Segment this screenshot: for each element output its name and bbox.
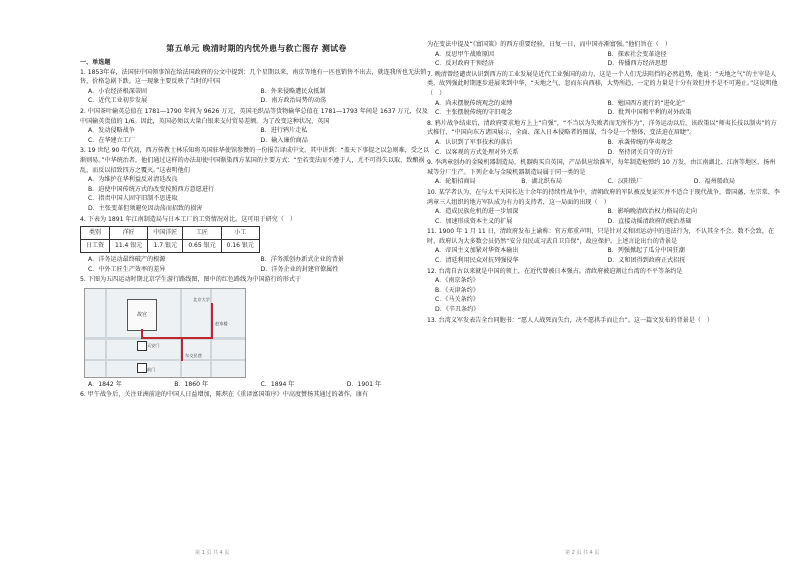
map-label: 东交民巷 bbox=[185, 352, 202, 358]
option: A．为维护在华利益反对清廷改良 bbox=[88, 176, 178, 184]
option: B．列强掀起了瓜分中国狂潮 bbox=[607, 247, 685, 255]
option: C．近代工业初步发展 bbox=[88, 97, 148, 105]
question-5-options bbox=[88, 380, 433, 390]
route-line bbox=[181, 337, 183, 361]
option: B．《天津条约》 bbox=[435, 286, 479, 294]
gate-marker bbox=[137, 341, 147, 351]
option: A．轮船招商局 bbox=[435, 178, 476, 186]
table-header-cell: 小工 bbox=[221, 227, 259, 240]
option: B．勉国西方流行的“进化论” bbox=[607, 99, 686, 107]
table-cell: 0.65 银元 bbox=[183, 240, 221, 253]
map-road bbox=[180, 289, 182, 377]
option: B．湖北织布局 bbox=[521, 178, 562, 186]
option: D．义和团得到政府正式招抚 bbox=[607, 257, 686, 265]
option: D．洋务企业的封建官僚属性 bbox=[260, 265, 339, 273]
option: C．《马关条约》 bbox=[435, 296, 479, 304]
option: C．反对政府干预经济 bbox=[435, 60, 495, 68]
question-11-stem: 11. 1900 年 1 月 11 日，清政府发布上谕称：官方郑重声明，只是针对义和团运动中的违法行为，不认其全不会。数不会致，在时，政府认为大多数会员仍然“安分良民或习武自卫自保”，故应保护。上述言论出台的背景是 bbox=[427, 228, 775, 245]
table-cell: 11.4 银元 bbox=[110, 240, 148, 253]
map-label: 天安门 bbox=[147, 342, 160, 348]
question-2-options bbox=[88, 126, 433, 145]
table-header-row bbox=[81, 227, 260, 240]
option: D．主张变革但须避免因动荡而招致的损害 bbox=[88, 204, 203, 212]
question-1-stem: 1. 1853年春，法国驻中国领事馆在给法国政府的公文中提到：几个星期以来，南京等地有一匹也销售不出去，就连我所也无法销售，价格急剧下跌。这一现象主要反映了当时的中国 bbox=[80, 68, 427, 86]
option: A．帝国主义加紧对华资本输出 bbox=[435, 247, 519, 255]
question-11-options bbox=[435, 246, 780, 265]
option: A．反思甲午战败原因 bbox=[435, 50, 495, 58]
route-line bbox=[141, 329, 143, 339]
table-header-cell: 类别 bbox=[81, 227, 110, 240]
question-12-stem: 12. 台湾自古以来就是中国的领土，在近代曾被日本强占。清政府被迫割让台湾的不平等条约是 bbox=[427, 267, 683, 275]
question-9-stem: 9. 李鸿章创办的金陵机器制造局，机器购买自英国，产品供应给淮军，每年制造枪弹约 10 万发，由江南湖北、江南等地区，扬州城等分厂生产。下列企业与金陵机器制造局属于同一类的是 bbox=[427, 159, 776, 176]
page-number: 第 1 页 共 4 页 bbox=[195, 550, 230, 556]
option: D．传播西方经济思想 bbox=[607, 60, 668, 68]
option: D．坚持闭关自守的方针 bbox=[607, 148, 674, 156]
question-6-stem: 6. 甲午战争后，关注亚洲前途的中国人日益增加，陈炽在《重译富国策序》中高度赞扬其通过的著作，康有 bbox=[80, 391, 369, 399]
option: C．清廷利用民众对抗列强侵华 bbox=[435, 257, 519, 265]
option: A．尚未摆脱传统观念的束缚 bbox=[435, 99, 513, 107]
question-6-options bbox=[435, 50, 780, 69]
question-2-stem: 2. 中国茶叶输英总值在 1781—1790 年间为 9626 万元，英国毛织品等货物输华总值在 1781—1793 年间是 1637 万元，仅及中国输英货值的 1/6。因此，英国必须以大量白银来支付贸易差额。为了改变这种状况，英国 bbox=[80, 107, 428, 125]
map-road bbox=[105, 289, 107, 377]
option: D．南方政治局势的动荡 bbox=[260, 97, 327, 105]
option: B．探索社会变革途径 bbox=[607, 50, 667, 58]
option: B．影响晚清政治权力格局的走向 bbox=[607, 208, 697, 216]
option: C．1894 年 bbox=[260, 380, 295, 388]
section-heading: 一、单选题 bbox=[80, 59, 111, 66]
option: B．迫使中国传统方式的改变按照西方意愿进行 bbox=[88, 185, 215, 193]
map-label: 前门 bbox=[147, 366, 156, 372]
route-map bbox=[84, 288, 246, 378]
palace-block: 故宫 bbox=[127, 299, 157, 331]
question-9-options bbox=[435, 177, 780, 187]
map-label: 赵家楼 bbox=[215, 320, 228, 326]
option: C．在华建立工厂 bbox=[88, 136, 135, 144]
option: A．造成民族危机的进一步加深 bbox=[435, 208, 519, 216]
question-10-options bbox=[435, 207, 780, 226]
gate-marker bbox=[137, 363, 147, 373]
option: A．洋务运动最终破产的根源 bbox=[88, 256, 166, 264]
option: A．认识到了军事技术的落后 bbox=[435, 138, 513, 146]
option: A．《南京条约》 bbox=[435, 277, 479, 285]
option: D．批判中国和平利的对外政策 bbox=[607, 109, 692, 117]
question-8-stem: 8. 鸦片战争结束后，清政府要求地方上上“自强”，“不当以为失败者而无所作为”，洋务运动以后，该政策以“师夷长技以制夷”的方式推行，“中国向东方诸国展示，全面、深入日本侵略者的图谋，当今是一个整体，变法迫在眉睫”。 bbox=[427, 119, 777, 137]
option: D．《辛丑条约》 bbox=[435, 306, 480, 314]
table-cell: 日工资 bbox=[81, 240, 110, 253]
table-cell: 1.7 银元 bbox=[148, 240, 183, 253]
option: B．洋务派创办新式企业的背景 bbox=[260, 256, 344, 264]
option: B．外来侵略遭民众抵制 bbox=[260, 87, 326, 95]
question-13-stem: 13. 台湾义军发表告全台同胞书：“愿人人战死而失台，决不愿拱手而让台”。这一篇文发布的背景是（ ） bbox=[427, 316, 714, 324]
option: B．承袭传统的华夷观念 bbox=[607, 138, 673, 146]
map-road bbox=[85, 359, 245, 361]
table-row bbox=[81, 240, 260, 253]
exam-title: 第五单元 晚清时期的内忧外患与救亡图存 测试卷 bbox=[166, 44, 347, 53]
question-10-stem: 10. 某学者认为，在与太平天国长达十余年的持续性战争中，清朝政府的军队被反复证实并不适合于现代战争，曾国藩、左宗棠、李鸿章三人组织的地方军队成为有力的支持者，这一局面的出现（ ） bbox=[427, 188, 780, 206]
option: C．加速形成资本主义的扩展 bbox=[435, 217, 513, 225]
question-12-options bbox=[435, 276, 780, 314]
option: B．进行鸦片走私 bbox=[260, 127, 308, 135]
route-line bbox=[211, 303, 213, 339]
question-7-options bbox=[435, 99, 780, 118]
question-7-stem: 7. 晚清曾经谴责认识到西方的工业发展是近代工业强国的动力，这是一个人们无法阻挡的必然趋势，他说：“天地之气”的主宰是人类，故列强此时期逐步进展来到中华，“天地之气，忽而东向西移，大势所趋，一定的力量是十分有效但并不是不可遏止。”这说明他（ ） bbox=[427, 70, 778, 97]
option: C．以客观的方式处理对外关系 bbox=[435, 148, 519, 156]
wage-table bbox=[80, 226, 260, 253]
question-1-options bbox=[88, 87, 433, 106]
option: A．1842 年 bbox=[88, 380, 122, 388]
option: C．指责中国人固守旧制不思进取 bbox=[88, 195, 178, 203]
option: B．1860 年 bbox=[174, 380, 209, 388]
question-4-options bbox=[88, 255, 433, 274]
question-6-continued: 为在变法中提及“《富国策》的西方重要经验，日复一日，而中国亦渐富强。”他们旨在（ ） bbox=[427, 41, 671, 48]
option: C．主张摆脱传统的守旧观念 bbox=[435, 109, 513, 117]
map-label: 北京大学 bbox=[193, 296, 210, 302]
option: A．小农经济根深蒂固 bbox=[88, 87, 148, 95]
option: D．1901 年 bbox=[346, 380, 382, 388]
question-4-stem: 4. 下表为 1891 年江南制造局与日本工厂的工资情况对比。这可用于研究（ ） bbox=[80, 215, 297, 223]
option: C．汉阳铁厂 bbox=[607, 178, 643, 186]
question-3-options bbox=[88, 175, 433, 213]
table-header-cell: 工匠 bbox=[183, 227, 221, 240]
table-cell: 0.16 银元 bbox=[221, 240, 259, 253]
option: D．直接动摇清政府的统治基础 bbox=[607, 217, 692, 225]
route-line bbox=[141, 337, 213, 339]
question-5-stem: 5. 下图为五四运动时期北京学生游行路线图，图中的红色路线为中国游行的形式于 bbox=[80, 276, 302, 284]
question-3-stem: 3. 19 世纪 90 年代初，西方传教士林乐知将英国驻华使馆参赞的一份报告译成中文，其中讲到：“盖天下事提之以急则难，受之以渐则易。”中华统治者，他们通过这样的办法却使中国渐染西方某国的主要方式：“至若变法而不遵于人，尤不可得失以取，致酿祸乱，而反以招致四方之覆灭。”这表明他们 bbox=[80, 147, 430, 174]
page-number: 第 2 页 共 4 页 bbox=[565, 550, 600, 556]
table-header-cell: 中国洋匠 bbox=[148, 227, 183, 240]
left-column bbox=[80, 56, 433, 400]
option: A．发动侵略战争 bbox=[88, 127, 135, 135]
table-header-cell: 洋匠 bbox=[110, 227, 148, 240]
option: C．中外工匠生产效率的差异 bbox=[88, 265, 166, 273]
question-8-options bbox=[435, 138, 780, 157]
option: D．福州船政局 bbox=[693, 178, 736, 186]
option: D．输入廉价商品 bbox=[260, 136, 308, 144]
right-column bbox=[427, 40, 780, 325]
